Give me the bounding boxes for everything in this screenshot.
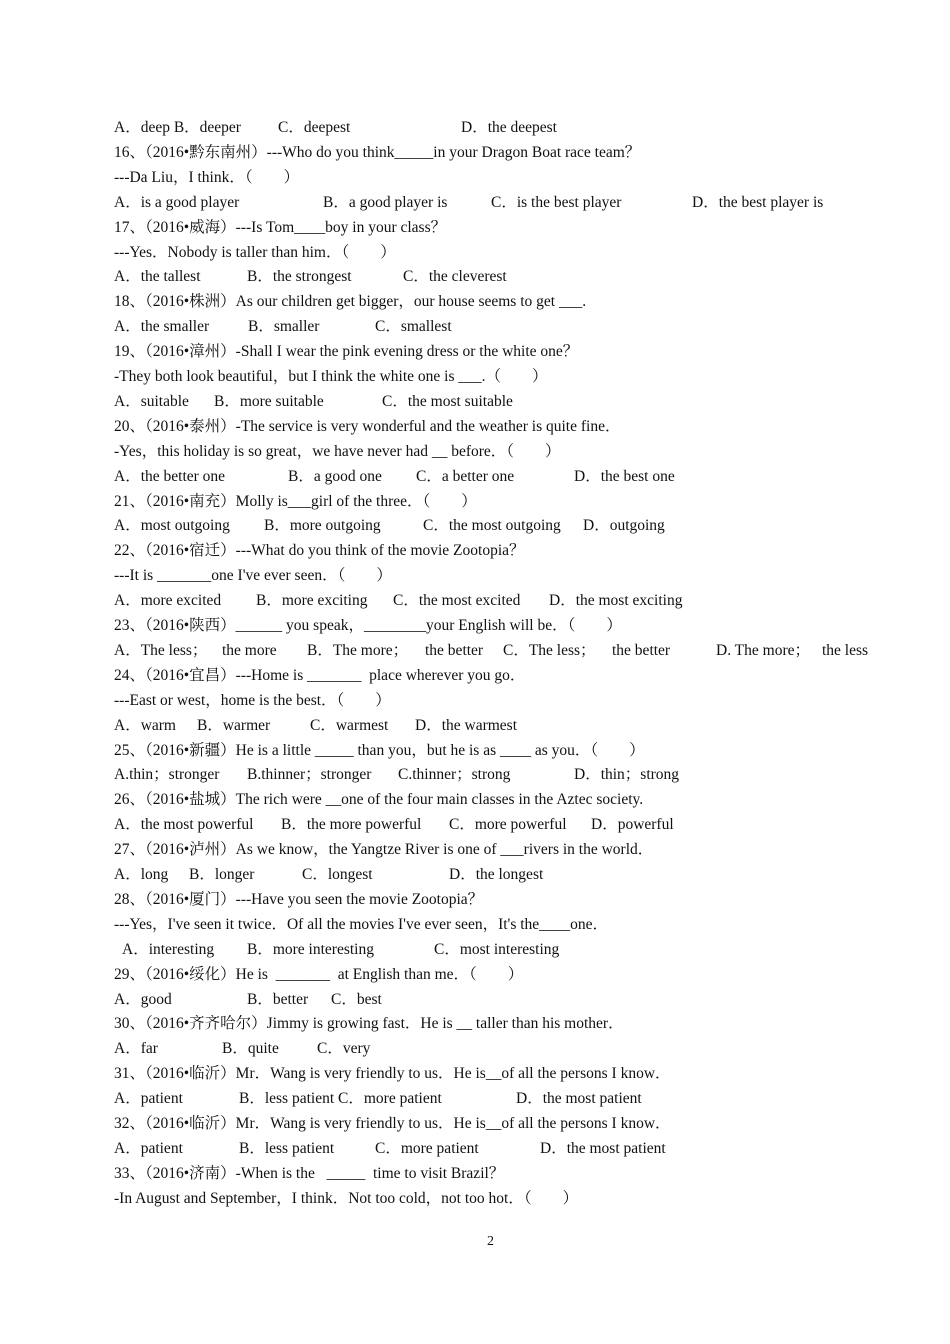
text-segment: A．good <box>114 990 172 1008</box>
text-segment: B．the strongest <box>247 268 352 286</box>
text-segment: 21、（2016•南充）Molly is___girl of the three．（ ） <box>114 492 477 510</box>
text-segment: D．the most exciting <box>549 592 683 610</box>
text-segment: C．more patient <box>375 1139 479 1157</box>
text-segment: C．deepest <box>278 119 351 136</box>
text-segment: 25、（2016•新疆）He is a little _____ than you，but he is as ____ as you．（ ） <box>114 741 645 759</box>
text-segment: A．more excited <box>114 592 222 610</box>
text-segment: B．less patient C．more patient <box>239 1090 442 1108</box>
text-segment: 29、（2016•绥化）He is _______ at English than me．（ ） <box>114 965 524 983</box>
text-segment: C．the cleverest <box>403 268 507 286</box>
text-segment: D．the deepest <box>461 119 557 136</box>
text-segment: -In August and September，I think．Not too cold，not too hot．（ ） <box>114 1189 579 1207</box>
text-segment: -Yes，this holiday is so great，we have never had __ before．（ ） <box>114 442 561 460</box>
text-segment: C．more powerful <box>449 816 567 834</box>
text-segment: C．the most suitable <box>382 392 513 410</box>
text-segment: C．most interesting <box>434 940 560 958</box>
text-segment: 19、（2016•漳州）-Shall I wear the pink evening dress or the white one？ <box>114 343 579 361</box>
text-segment: C．very <box>317 1040 371 1058</box>
text-segment: 18、（2016•株洲）As our children get bigger，our house seems to get ___. <box>114 293 587 311</box>
text-segment: D．the most patient <box>540 1139 666 1157</box>
text-segment: B．a good player is <box>323 193 448 211</box>
text-segment: A．the tallest <box>114 268 201 286</box>
text-segment: A．the most powerful <box>114 816 254 834</box>
text-segment: B．more outgoing <box>264 517 381 535</box>
text-segment: A．long <box>114 866 169 883</box>
text-segment: 24、（2016•宜昌）---Home is _______ place wherever you go． <box>114 666 526 684</box>
text-segment: C．The less； <box>503 641 596 659</box>
text-segment: ---Yes，I've seen it twice．Of all the movies I've ever seen，It's the____one． <box>114 915 609 933</box>
text-segment: D．the longest <box>449 866 544 883</box>
text-segment: 31、（2016•临沂）Mr．Wang is very friendly to us．He is__of all the persons I know． <box>114 1065 671 1083</box>
text-segment: D. The more； <box>716 641 810 659</box>
text-segment: A．is a good player <box>114 193 240 211</box>
text-segment: B．more suitable <box>214 392 324 410</box>
text-segment: D．thin；strong <box>574 766 680 784</box>
text-segment: A．far <box>114 1040 158 1058</box>
text-segment: 32、（2016•临沂）Mr．Wang is very friendly to us．He is__of all the persons I know． <box>114 1115 671 1132</box>
text-segment: the less <box>822 641 869 659</box>
text-segment: B．The more； <box>307 641 409 659</box>
text-segment: A．The less； <box>114 641 208 659</box>
text-segment: A．patient <box>114 1090 183 1108</box>
text-segment: A．deep B．deeper <box>114 119 241 136</box>
text-segment: B．warmer <box>197 716 271 734</box>
text-segment: 27、（2016•泸州）As we know，the Yangtze River is one of ___rivers in the world． <box>114 841 654 859</box>
text-segment: C．is the best player <box>491 193 622 211</box>
text-segment: 17、（2016•威海）---Is Tom____boy in your class？ <box>114 218 447 236</box>
text-segment: C．best <box>331 990 382 1008</box>
text-segment: C．longest <box>302 866 373 883</box>
page-number: 2 <box>487 1234 494 1249</box>
text-segment: D．the most patient <box>516 1090 642 1108</box>
text-segment: D．the warmest <box>415 716 518 734</box>
text-segment: D．outgoing <box>583 517 665 535</box>
text-segment: B．better <box>247 990 309 1008</box>
text-segment: B．a good one <box>288 467 382 485</box>
text-segment: 20、（2016•泰州）-The service is very wonderful and the weather is quite fine． <box>114 417 621 435</box>
text-segment: B．less patient <box>239 1139 335 1157</box>
text-segment: D．the best player is <box>692 193 824 211</box>
text-segment: A．the smaller <box>114 318 210 336</box>
text-segment: 33、（2016•济南）-When is the _____ time to visit Brazil？ <box>114 1164 505 1182</box>
text-segment: A．warm <box>114 716 176 734</box>
text-segment: ---Yes．Nobody is taller than him．（ ） <box>114 243 396 261</box>
text-segment: B．quite <box>222 1040 279 1058</box>
text-segment: 26、（2016•盐城）The rich were __one of the four main classes in the Aztec society. <box>114 791 644 809</box>
text-segment: A．suitable <box>114 392 189 410</box>
text-segment: B．smaller <box>248 318 320 336</box>
text-segment: A.thin；stronger <box>114 766 220 784</box>
text-segment: B．longer <box>189 866 255 883</box>
text-segment: B．the more powerful <box>281 816 422 834</box>
text-segment: 22、（2016•宿迁）---What do you think of the movie Zootopia？ <box>114 542 525 560</box>
text-segment: B.thinner；stronger <box>247 766 372 784</box>
text-segment: the better <box>425 641 484 659</box>
text-segment: B．more exciting <box>256 592 368 610</box>
text-segment: C．smallest <box>375 318 452 336</box>
text-segment: the better <box>612 641 671 659</box>
text-segment: A．the better one <box>114 467 226 485</box>
text-segment: B．more interesting <box>247 940 374 958</box>
text-segment: ---It is _______one I've ever seen．（ ） <box>114 567 392 585</box>
text-segment: C．the most excited <box>393 592 521 610</box>
text-segment: -They both look beautiful，but I think the white one is ___.（ ） <box>114 368 548 385</box>
text-segment: A．interesting <box>122 940 215 958</box>
text-segment: C．the most outgoing <box>423 517 561 535</box>
text-segment: 23、（2016•陕西）______ you speak，________your English will be．（ ） <box>114 617 622 634</box>
text-segment: D．the best one <box>574 467 675 485</box>
text-segment: C．warmest <box>310 716 389 734</box>
text-segment: C.thinner；strong <box>398 766 511 784</box>
text-segment: 30、（2016•齐齐哈尔）Jimmy is growing fast．He is __ taller than his mother． <box>114 1015 624 1033</box>
text-segment: 16、（2016•黔东南州）---Who do you think_____in your Dragon Boat race team？ <box>114 143 641 161</box>
text-segment: A．most outgoing <box>114 517 230 535</box>
text-segment: 28、（2016•厦门）---Have you seen the movie Zootopia？ <box>114 890 484 908</box>
text-segment: C．a better one <box>416 467 515 485</box>
text-segment: ---East or west，home is the best．（ ） <box>114 691 391 709</box>
text-segment: the more <box>222 641 277 659</box>
text-segment: ---Da Liu，I think．（ ） <box>114 168 300 186</box>
text-segment: D．powerful <box>591 816 674 834</box>
text-segment: A．patient <box>114 1139 183 1157</box>
